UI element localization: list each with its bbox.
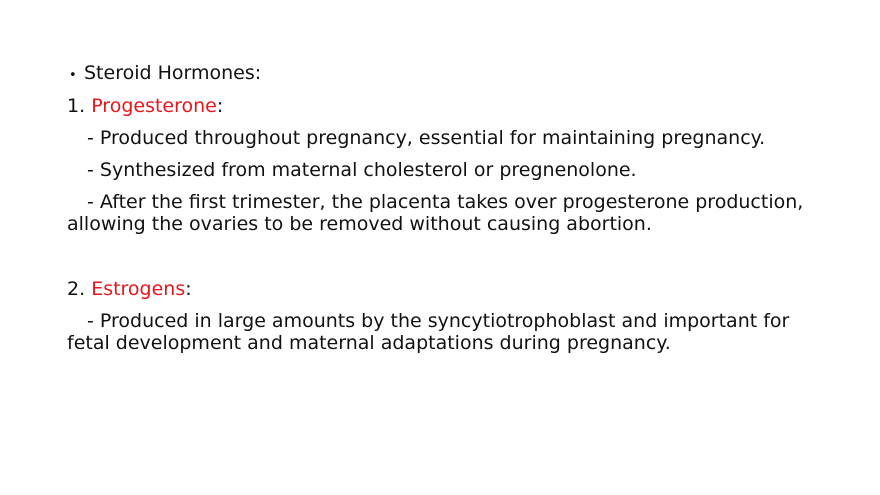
progesterone-point: - After the first trimester, the placenta takes over progesterone production, allowing the ovaries to be removed without causing abortion. <box>67 191 804 235</box>
section-number: 2. <box>67 278 86 300</box>
section-term: Estrogens <box>91 278 186 300</box>
section-progesterone-title <box>67 95 827 117</box>
estrogens-point: - Produced in large amounts by the syncytiotrophoblast and important for fetal development and maternal adaptations during pregnancy. <box>67 310 790 354</box>
bullet-icon: • <box>69 68 77 83</box>
section-suffix: : <box>185 278 192 300</box>
slide-content <box>67 62 827 364</box>
slide-heading: Steroid Hormones: <box>84 62 262 84</box>
progesterone-point: - Synthesized from maternal cholesterol or pregnenolone. <box>87 159 637 181</box>
section-estrogens-title <box>67 278 827 300</box>
section-term: Progesterone <box>91 95 217 117</box>
progesterone-point: - Produced throughout pregnancy, essential for maintaining pregnancy. <box>87 127 766 149</box>
section-spacer <box>67 245 827 278</box>
heading-bullet <box>67 62 827 84</box>
section-number: 1. <box>67 95 86 117</box>
section-suffix: : <box>216 95 224 117</box>
